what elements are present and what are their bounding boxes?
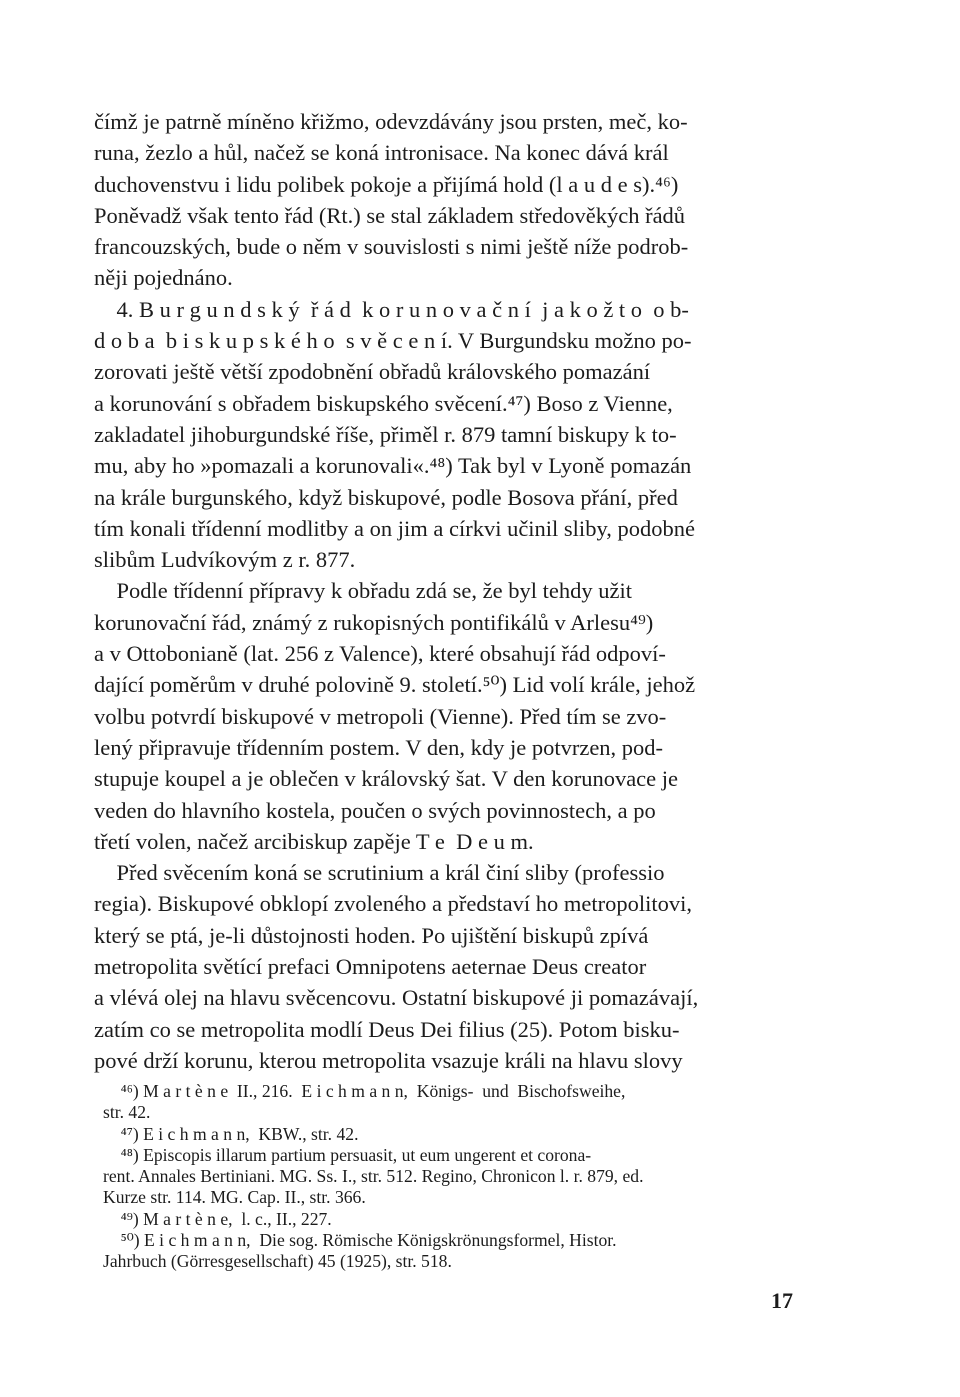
text-line: veden do hlavního kostela, poučen o svých povinnostech, a po: [94, 797, 656, 823]
text-line: zakladatel jihoburgundské říše, přiměl r. 879 tamní biskupy k to-: [94, 421, 677, 447]
page-number: 17: [771, 1288, 793, 1313]
text-line: zorovati ještě větší zpodobnění obřadů královského pomazání: [94, 359, 651, 385]
text-line: Před svěcením koná se scrutinium a král činí sliby (professio: [94, 860, 665, 886]
text-line: zatím co se metropolita modlí Deus Dei filius (25). Potom bisku-: [94, 1016, 680, 1042]
text-line: 4. B u r g u n d s k ý ř á d k o r u n o v a č n í j a k o ž t o o b-: [94, 296, 689, 322]
text-line: stupuje koupel a je oblečen v královský šat. V den korunovace je: [94, 766, 679, 792]
text-line: něji pojednáno.: [94, 265, 233, 291]
text-line: runa, žezlo a hůl, načež se koná intronisace. Na konec dává král: [94, 140, 669, 166]
text-line: regia). Biskupové obklopí zvoleného a představí ho metropolitovi,: [94, 891, 692, 917]
text-line: dající poměrům v druhé polovině 9. století.⁵⁰) Lid volí krále, jehož: [94, 672, 696, 698]
text-line: čímž je patrně míněno křižmo, odevzdávány jsou prsten, meč, ko-: [94, 109, 688, 134]
text-line: a korunování s obřadem biskupského svěcení.⁴⁷) Boso z Vienne,: [94, 390, 673, 416]
text-line: duchovenstvu i lidu polibek pokoje a přijímá hold (l a u d e s).⁴⁶): [94, 171, 679, 197]
text-line: slibům Ludvíkovým z r. 877.: [94, 547, 356, 573]
footnote-line: Jahrbuch (Görresgesellschaft) 45 (1925), str. 518.: [103, 1251, 452, 1272]
text-line: volbu potvrdí biskupové v metropoli (Vienne). Před tím se zvo-: [94, 703, 667, 729]
text-line: d o b a b i s k u p s k é h o s v ě c e n í. V Burgundsku možno po-: [94, 328, 692, 354]
text-line: korunovační řád, známý z rukopisných pontifikálů v Arlesu⁴⁹): [94, 609, 654, 635]
footnote-line: str. 42.: [103, 1102, 151, 1123]
footnote-line: ⁴⁹) M a r t è n e, l. c., II., 227.: [103, 1208, 332, 1229]
text-line: mu, aby ho »pomazali a korunovali«.⁴⁸) Tak byl v Lyoně pomazán: [94, 453, 692, 479]
footnote-line: ⁴⁶) M a r t è n e II., 216. E i c h m a n n, Königs- und Bischofsweihe,: [103, 1081, 626, 1101]
text-line: a v Ottobonianě (lat. 256 z Valence), které obsahují řád odpoví-: [94, 641, 666, 667]
text-line: francouzských, bude o něm v souvislosti s nimi ještě níže podrob-: [94, 234, 689, 260]
text-line: Podle třídenní přípravy k obřadu zdá se, že byl tehdy užit: [94, 578, 632, 604]
main-text: [94, 106, 794, 1076]
text-line: tím konali třídenní modlitby a on jim a církvi učinil sliby, podobné: [94, 515, 695, 541]
text-line: metropolita světící prefaci Omnipotens aeternae Deus creator: [94, 954, 647, 980]
footnote-line: ⁴⁷) E i c h m a n n, KBW., str. 42.: [103, 1123, 359, 1144]
text-line: a vlévá olej na hlavu svěcencovu. Ostatní biskupové ji pomazávají,: [94, 985, 699, 1011]
text-line: Poněvadž však tento řád (Rt.) se stal základem středověkých řádů: [94, 202, 686, 228]
footnote-line: Kurze str. 114. MG. Cap. II., str. 366.: [103, 1187, 366, 1208]
footnotes: [103, 1081, 795, 1273]
footnote-line: rent. Annales Bertiniani. MG. Ss. I., str. 512. Regino, Chronicon l. r. 879, ed.: [103, 1166, 644, 1187]
text-line: který se ptá, je-li důstojnosti hoden. Po ujištění biskupů zpívá: [94, 922, 649, 948]
text-line: pové drží korunu, kterou metropolita vsazuje králi na hlavu slovy: [94, 1047, 683, 1073]
footnote-line: ⁴⁸) Episcopis illarum partium persuasit, ut eum ungerent et corona-: [103, 1144, 592, 1165]
footnote-line: ⁵⁰) E i c h m a n n, Die sog. Römische Königskrönungsformel, Histor.: [103, 1230, 617, 1251]
text-line: lený připravuje třídenním postem. V den, kdy je potvrzen, pod-: [94, 734, 664, 760]
text-line: třetí volen, načež arcibiskup zapěje T e D e u m.: [94, 828, 534, 854]
text-line: na krále burgunského, když biskupové, podle Bosova přání, před: [94, 484, 678, 510]
